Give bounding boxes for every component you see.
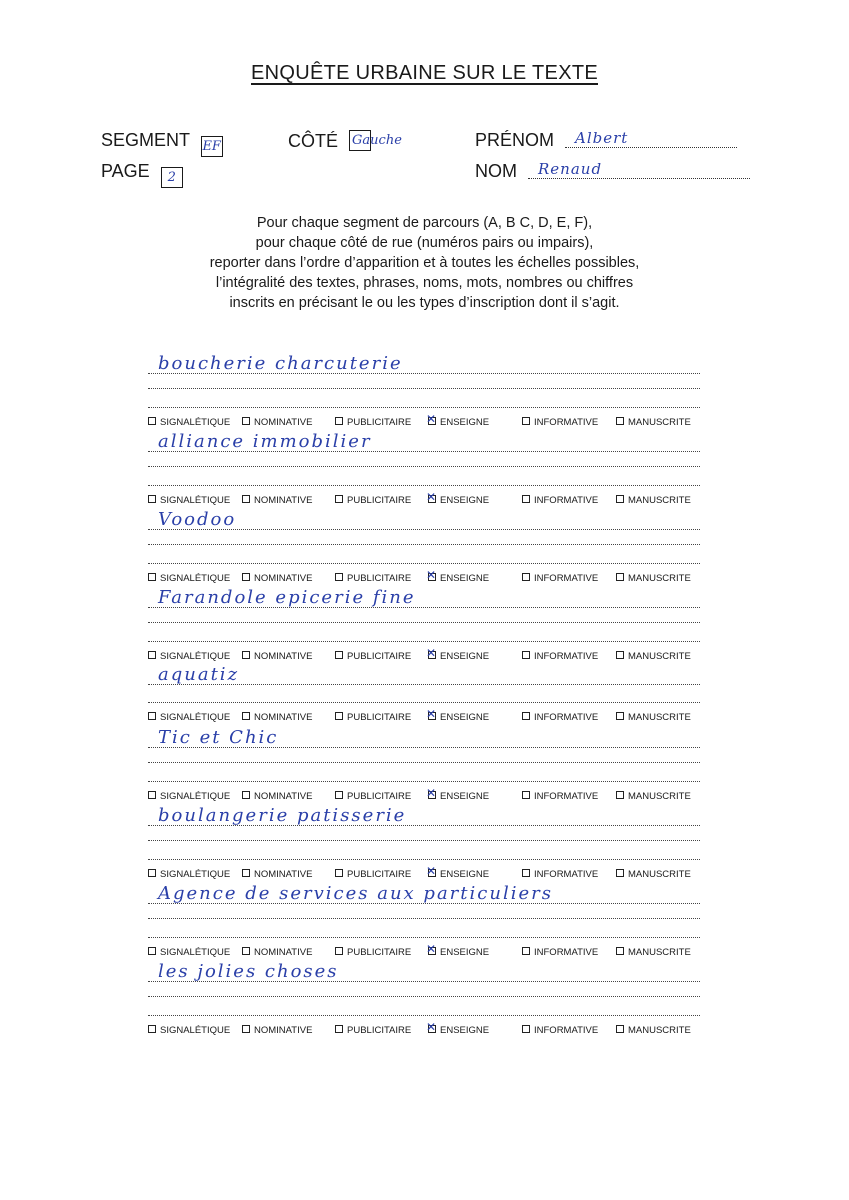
list-item: [148, 509, 700, 584]
dotted-line: [148, 903, 700, 904]
category-label: NOMINATIVE: [254, 791, 313, 802]
entry-text[interactable]: Farandole epicerie fine: [158, 587, 416, 608]
entry-text[interactable]: boucherie charcuterie: [158, 353, 403, 374]
checkbox[interactable]: [148, 947, 156, 955]
category-label: ENSEIGNE: [440, 1025, 490, 1036]
category-option[interactable]: [148, 1025, 230, 1036]
checkbox[interactable]: [148, 791, 156, 799]
category-label: PUBLICITAIRE: [347, 573, 412, 584]
category-label: MANUSCRITE: [628, 947, 691, 958]
checkbox[interactable]: [148, 573, 156, 581]
category-option[interactable]: [616, 712, 691, 723]
checkbox[interactable]: [428, 947, 436, 955]
category-label: INFORMATIVE: [534, 869, 599, 880]
checkbox[interactable]: [148, 712, 156, 720]
entry-text[interactable]: Agence de services aux particuliers: [158, 883, 553, 904]
category-label: INFORMATIVE: [534, 495, 599, 506]
checkbox[interactable]: [428, 651, 436, 659]
nom-value: Renaud: [538, 160, 603, 178]
category-label: PUBLICITAIRE: [347, 495, 412, 506]
category-label: SIGNALÉTIQUE: [160, 651, 231, 662]
category-label: PUBLICITAIRE: [347, 947, 412, 958]
category-option[interactable]: [148, 573, 230, 584]
category-label: NOMINATIVE: [254, 1025, 313, 1036]
category-label: MANUSCRITE: [628, 495, 691, 506]
checkbox[interactable]: [522, 651, 530, 659]
category-option[interactable]: [616, 573, 691, 584]
checkbox[interactable]: [616, 869, 624, 877]
category-option[interactable]: [148, 869, 230, 880]
category-option[interactable]: [148, 947, 230, 958]
segment-label: SEGMENT: [101, 130, 190, 150]
category-option[interactable]: [428, 495, 489, 506]
dotted-line: [148, 388, 700, 389]
category-label: SIGNALÉTIQUE: [160, 573, 231, 584]
prenom-value: Albert: [575, 129, 629, 147]
checkbox[interactable]: [428, 869, 436, 877]
category-label: SIGNALÉTIQUE: [160, 947, 231, 958]
category-label: NOMINATIVE: [254, 712, 313, 723]
checkbox[interactable]: [148, 869, 156, 877]
category-label: PUBLICITAIRE: [347, 791, 412, 802]
page-title: ENQUÊTE URBAINE SUR LE TEXTE: [251, 62, 598, 84]
entry-text[interactable]: boulangerie patisserie: [158, 805, 407, 826]
category-option[interactable]: [335, 869, 411, 880]
category-label: SIGNALÉTIQUE: [160, 417, 231, 428]
category-label: MANUSCRITE: [628, 417, 691, 428]
nom-label: NOM: [475, 161, 517, 181]
checkbox[interactable]: [522, 791, 530, 799]
checkbox[interactable]: [616, 573, 624, 581]
category-label: INFORMATIVE: [534, 651, 599, 662]
category-label: MANUSCRITE: [628, 573, 691, 584]
checkbox[interactable]: [148, 1025, 156, 1033]
dotted-line: [148, 684, 700, 685]
page-field: [101, 161, 183, 188]
dotted-line: [148, 747, 700, 748]
category-option[interactable]: [428, 869, 489, 880]
category-option[interactable]: [242, 712, 312, 723]
checkbox[interactable]: [335, 651, 343, 659]
category-option[interactable]: [242, 495, 312, 506]
category-option[interactable]: [522, 947, 598, 958]
dotted-line: [148, 529, 700, 530]
page-label: PAGE: [101, 161, 150, 181]
checkbox[interactable]: [522, 869, 530, 877]
checkbox[interactable]: [522, 947, 530, 955]
checkbox[interactable]: [522, 495, 530, 503]
checkbox[interactable]: [335, 869, 343, 877]
category-label: PUBLICITAIRE: [347, 712, 412, 723]
checkbox[interactable]: [428, 712, 436, 720]
dotted-line: [148, 840, 700, 841]
category-label: ENSEIGNE: [440, 417, 490, 428]
category-label: MANUSCRITE: [628, 791, 691, 802]
checkbox[interactable]: [335, 1025, 343, 1033]
category-option[interactable]: [242, 1025, 312, 1036]
checkbox[interactable]: [616, 947, 624, 955]
dotted-line: [148, 937, 700, 938]
category-label: NOMINATIVE: [254, 651, 313, 662]
checkbox[interactable]: [428, 791, 436, 799]
checkbox[interactable]: [242, 495, 250, 503]
checkbox[interactable]: [616, 417, 624, 425]
category-option[interactable]: [522, 712, 598, 723]
category-label: PUBLICITAIRE: [347, 1025, 412, 1036]
category-option[interactable]: [242, 869, 312, 880]
category-option[interactable]: [522, 869, 598, 880]
instruction-line: reporter dans l’ordre d’apparition et à toutes les échelles possibles,: [209, 255, 640, 271]
category-option[interactable]: [148, 417, 230, 428]
checkbox[interactable]: [148, 495, 156, 503]
category-option[interactable]: [242, 947, 312, 958]
dotted-line: [148, 607, 700, 608]
category-option[interactable]: [335, 1025, 411, 1036]
dotted-line: [148, 622, 700, 623]
checkbox[interactable]: [242, 573, 250, 581]
cote-value: Gauche: [352, 133, 402, 148]
category-option[interactable]: [522, 417, 598, 428]
category-label: ENSEIGNE: [440, 495, 490, 506]
category-label: ENSEIGNE: [440, 712, 490, 723]
instruction-line: inscrits en précisant le ou les types d’inscription dont il s’agit.: [229, 295, 620, 311]
checkbox[interactable]: [522, 712, 530, 720]
entry-text[interactable]: Tic et Chic: [158, 727, 279, 748]
category-option[interactable]: [522, 495, 598, 506]
checkbox[interactable]: [522, 573, 530, 581]
category-label: ENSEIGNE: [440, 651, 490, 662]
category-label: NOMINATIVE: [254, 573, 313, 584]
category-option[interactable]: [242, 573, 312, 584]
list-item: [148, 805, 700, 880]
prenom-label: PRÉNOM: [475, 130, 555, 150]
dotted-line: [148, 762, 700, 763]
category-option[interactable]: [428, 712, 489, 723]
dotted-line: [148, 781, 700, 782]
category-option[interactable]: [335, 495, 411, 506]
checkbox[interactable]: [242, 791, 250, 799]
category-option[interactable]: [616, 947, 691, 958]
category-label: INFORMATIVE: [534, 573, 599, 584]
prenom-field: [475, 130, 737, 151]
list-item: [148, 431, 700, 506]
category-label: SIGNALÉTIQUE: [160, 791, 231, 802]
checkbox[interactable]: [242, 947, 250, 955]
category-option[interactable]: [616, 495, 691, 506]
category-label: PUBLICITAIRE: [347, 869, 412, 880]
category-label: NOMINATIVE: [254, 495, 313, 506]
category-label: NOMINATIVE: [254, 947, 313, 958]
checkbox[interactable]: [428, 573, 436, 581]
instruction-line: pour chaque côté de rue (numéros pairs ou impairs),: [255, 235, 594, 251]
dotted-line: [148, 918, 700, 919]
checkbox[interactable]: [428, 417, 436, 425]
dotted-line: [148, 1015, 700, 1016]
segment-field: [101, 130, 223, 157]
category-option[interactable]: [335, 791, 411, 802]
dotted-line: [148, 451, 700, 452]
category-label: ENSEIGNE: [440, 947, 490, 958]
segment-box[interactable]: EF: [201, 136, 223, 157]
category-label: INFORMATIVE: [534, 1025, 599, 1036]
checkbox[interactable]: [335, 791, 343, 799]
nom-line[interactable]: [528, 162, 750, 179]
cote-box[interactable]: [349, 130, 402, 151]
checkbox[interactable]: [616, 1025, 624, 1033]
category-label: INFORMATIVE: [534, 712, 599, 723]
list-item: [148, 961, 700, 1036]
list-item: [148, 587, 700, 662]
nom-field: [475, 161, 750, 182]
checkbox[interactable]: [242, 417, 250, 425]
category-label: MANUSCRITE: [628, 712, 691, 723]
category-option[interactable]: [148, 651, 230, 662]
category-option[interactable]: [616, 869, 691, 880]
category-option[interactable]: [242, 791, 312, 802]
category-option[interactable]: [616, 417, 691, 428]
checkbox[interactable]: [335, 947, 343, 955]
category-option[interactable]: [148, 495, 230, 506]
list-item: [148, 666, 700, 736]
category-label: SIGNALÉTIQUE: [160, 869, 231, 880]
checkbox[interactable]: [616, 495, 624, 503]
list-item: [148, 353, 700, 428]
category-option[interactable]: [335, 947, 411, 958]
category-label: SIGNALÉTIQUE: [160, 712, 231, 723]
category-option[interactable]: [428, 1025, 489, 1036]
category-option[interactable]: [522, 573, 598, 584]
category-label: MANUSCRITE: [628, 1025, 691, 1036]
category-label: MANUSCRITE: [628, 869, 691, 880]
category-option[interactable]: [616, 1025, 691, 1036]
checkbox[interactable]: [522, 1025, 530, 1033]
checkbox[interactable]: [616, 712, 624, 720]
dotted-line: [148, 373, 700, 374]
entry-text[interactable]: alliance immobilier: [158, 431, 372, 452]
list-item: [148, 883, 700, 958]
category-label: ENSEIGNE: [440, 573, 490, 584]
category-option[interactable]: [522, 1025, 598, 1036]
category-option[interactable]: [335, 712, 411, 723]
category-option[interactable]: [148, 791, 230, 802]
category-label: INFORMATIVE: [534, 791, 599, 802]
category-option[interactable]: [428, 417, 489, 428]
category-option[interactable]: [335, 573, 411, 584]
dotted-line: [148, 466, 700, 467]
dotted-line: [148, 544, 700, 545]
category-option[interactable]: [335, 651, 411, 662]
category-option[interactable]: [428, 573, 489, 584]
category-label: NOMINATIVE: [254, 417, 313, 428]
dotted-line: [148, 981, 700, 982]
checkbox[interactable]: [242, 1025, 250, 1033]
category-option[interactable]: [428, 947, 489, 958]
checkbox[interactable]: [242, 712, 250, 720]
instructions: [0, 213, 849, 313]
category-label: SIGNALÉTIQUE: [160, 1025, 231, 1036]
entry-text[interactable]: Voodoo: [158, 509, 237, 530]
dotted-line: [148, 563, 700, 564]
checkbox[interactable]: [242, 869, 250, 877]
category-label: PUBLICITAIRE: [347, 651, 412, 662]
category-option[interactable]: [616, 651, 691, 662]
cote-label: CÔTÉ: [288, 131, 339, 151]
category-option[interactable]: [522, 651, 598, 662]
entry-text[interactable]: les jolies choses: [158, 961, 339, 982]
category-label: ENSEIGNE: [440, 869, 490, 880]
category-option[interactable]: [428, 791, 489, 802]
category-option[interactable]: [522, 791, 598, 802]
instruction-line: l’intégralité des textes, phrases, noms, mots, nombres ou chiffres: [215, 275, 634, 291]
checkbox[interactable]: [335, 417, 343, 425]
category-label: INFORMATIVE: [534, 417, 599, 428]
checkbox[interactable]: [522, 417, 530, 425]
category-option[interactable]: [616, 791, 691, 802]
checkbox[interactable]: [428, 1025, 436, 1033]
category-option[interactable]: [148, 712, 230, 723]
dotted-line: [148, 702, 700, 703]
category-label: INFORMATIVE: [534, 947, 599, 958]
category-option[interactable]: [242, 651, 312, 662]
instruction-line: Pour chaque segment de parcours (A, B C, D, E, F),: [256, 215, 593, 231]
checkbox[interactable]: [148, 651, 156, 659]
entry-text[interactable]: aquatiz: [158, 664, 240, 685]
category-label: MANUSCRITE: [628, 651, 691, 662]
cote-field: [288, 130, 402, 152]
checkbox[interactable]: [335, 712, 343, 720]
checkbox[interactable]: [335, 495, 343, 503]
category-option[interactable]: [242, 417, 312, 428]
checkbox[interactable]: [335, 573, 343, 581]
category-option[interactable]: [335, 417, 411, 428]
checkbox[interactable]: [616, 651, 624, 659]
page-box[interactable]: 2: [161, 167, 183, 188]
list-item: [148, 727, 700, 802]
checkbox[interactable]: [242, 651, 250, 659]
category-label: ENSEIGNE: [440, 791, 490, 802]
category-label: SIGNALÉTIQUE: [160, 495, 231, 506]
dotted-line: [148, 485, 700, 486]
dotted-line: [148, 996, 700, 997]
checkbox[interactable]: [428, 495, 436, 503]
category-label: PUBLICITAIRE: [347, 417, 412, 428]
dotted-line: [148, 859, 700, 860]
category-label: NOMINATIVE: [254, 869, 313, 880]
dotted-line: [148, 407, 700, 408]
checkbox[interactable]: [148, 417, 156, 425]
dotted-line: [148, 641, 700, 642]
category-option[interactable]: [428, 651, 489, 662]
prenom-line[interactable]: [565, 131, 737, 148]
dotted-line: [148, 825, 700, 826]
checkbox[interactable]: [616, 791, 624, 799]
